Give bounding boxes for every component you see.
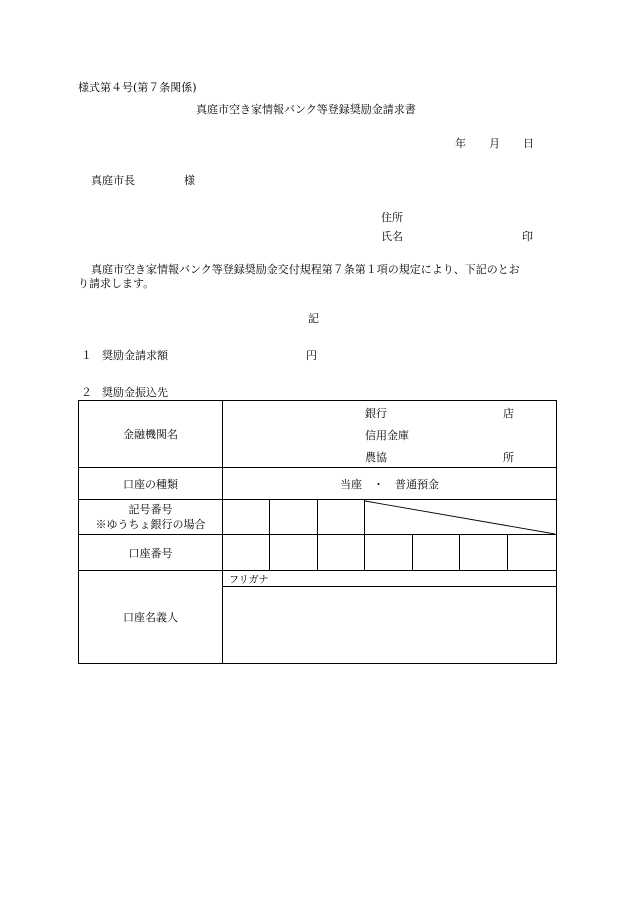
account-digit-cell[interactable] (508, 535, 557, 571)
institution-value-cell[interactable] (223, 401, 557, 468)
account-digit-cell[interactable] (223, 535, 270, 571)
kigo-diagonal-cell (365, 500, 557, 535)
body-text-line-1: 真庭市空き家情報バンク等登録奨励金交付規程第７条第１項の規定により、下記のとお (91, 263, 520, 276)
shinkin-text: 信用金庫 (365, 429, 409, 442)
date-month: 月 (489, 137, 500, 150)
branch-text: 店 (503, 407, 514, 420)
account-number-label: 口座番号 (79, 535, 223, 571)
bank-text: 銀行 (365, 407, 387, 420)
date-day: 日 (523, 137, 534, 150)
kigo-label-cell (79, 500, 223, 535)
item1-unit: 円 (306, 349, 317, 362)
item1-label: 奨励金請求額 (102, 349, 168, 362)
bank-transfer-table (78, 400, 557, 664)
furigana-label: フリガナ (229, 575, 269, 586)
nokyo-text: 農協 (365, 451, 387, 464)
addressee-name: 真庭市長 (91, 174, 135, 187)
institution-label: 金融機関名 (79, 401, 223, 468)
form-number: 様式第４号(第７条関係) (78, 81, 197, 94)
kigo-digit-cell[interactable] (223, 500, 270, 535)
office-text: 所 (503, 451, 514, 464)
address-label: 住所 (381, 211, 403, 224)
holder-name-cell[interactable] (223, 587, 557, 664)
diagonal-line (365, 500, 555, 535)
account-digit-cell[interactable] (365, 535, 413, 571)
name-label: 氏名 (381, 230, 403, 243)
item1-number: １ (81, 349, 92, 362)
addressee-honorific: 様 (184, 174, 195, 187)
account-digit-cell[interactable] (318, 535, 365, 571)
kigo-label-line1: 記号番号 (128, 503, 173, 516)
seal-mark: 印 (522, 230, 533, 243)
account-digit-cell[interactable] (460, 535, 508, 571)
furigana-cell[interactable] (223, 571, 557, 587)
date-year: 年 (455, 137, 466, 150)
item2-number: ２ (81, 386, 92, 399)
kigo-label-line2: ※ゆうちょ銀行の場合 (95, 518, 206, 531)
document-title: 真庭市空き家情報バンク等登録奨励金請求書 (196, 103, 416, 116)
account-digit-cell[interactable] (413, 535, 460, 571)
kigo-digit-cell[interactable] (318, 500, 365, 535)
account-digit-cell[interactable] (270, 535, 318, 571)
kigo-digit-cell[interactable] (270, 500, 318, 535)
account-type-value[interactable]: 当座 ・ 普通預金 (223, 468, 557, 500)
body-text-line-2: り請求します。 (78, 277, 155, 290)
ki-heading: 記 (308, 312, 319, 325)
account-type-label: 口座の種類 (79, 468, 223, 500)
item2-label: 奨励金振込先 (102, 386, 168, 399)
holder-label: 口座名義人 (79, 571, 223, 664)
